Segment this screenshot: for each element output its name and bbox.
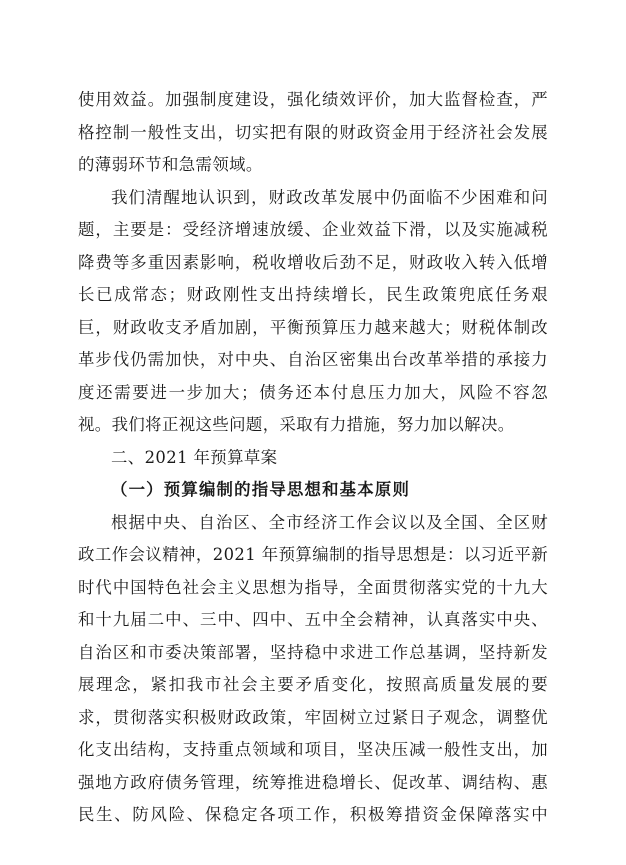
text-line: 革步伐仍需加快，对中央、自治区密集出台改革举措的承接力 [78, 350, 548, 369]
text-line: 和十九届二中、三中、四中、五中全会精神，认真落实中央、 [78, 610, 548, 629]
document-page [78, 84, 548, 832]
text-line: 强地方政府债务管理，统筹推进稳增长、促改革、调结构、惠 [78, 772, 548, 792]
paragraph-start: 根据中央、自治区、全市经济工作会议以及全国、全区财 [111, 512, 548, 532]
text-line: 巨，财政收支矛盾加剧，平衡预算压力越来越大；财税体制改 [78, 317, 548, 337]
text-line: 题，主要是：受经济增速放缓、企业效益下滑，以及实施减税 [78, 220, 548, 239]
text-line: 使用效益。加强制度建设，强化绩效评价，加大监督检查，严 [78, 90, 548, 109]
text-line: 格控制一般性支出，切实把有限的财政资金用于经济社会发展 [78, 122, 548, 142]
text-line: 政工作会议精神，2021 年预算编制的指导思想是：以习近平新 [78, 545, 548, 564]
subsection-heading: （一）预算编制的指导思想和基本原则 [111, 480, 411, 499]
text-line: 长已成常态；财政刚性支出持续增长，民生政策兜底任务艰 [78, 285, 548, 304]
text-line: 自治区和市委决策部署，坚持稳中求进工作总基调，坚持新发 [78, 642, 548, 662]
text-line: 的薄弱环节和急需领域。 [78, 155, 263, 174]
section-heading: 二、2021 年预算草案 [111, 447, 278, 467]
text-line: 化支出结构，支持重点领域和项目，坚决压减一般性支出，加 [78, 740, 548, 759]
text-line: 求，贯彻落实积极财政政策，牢固树立过紧日子观念，调整优 [78, 707, 548, 727]
text-line: 降费等多重因素影响，税收增收后劲不足，财政收入转入低增 [78, 252, 548, 272]
text-line: 展理念，紧扣我市社会主要矛盾变化，按照高质量发展的要 [78, 675, 548, 694]
text-line: 视。我们将正视这些问题，采取有力措施，努力加以解决。 [78, 415, 515, 434]
text-line: 度还需要进一步加大；债务还本付息压力加大，风险不容忽 [78, 382, 548, 402]
text-line: 民生、防风险、保稳定各项工作，积极筹措资金保障落实中 [78, 805, 548, 824]
text-line: 时代中国特色社会主义思想为指导，全面贯彻落实党的十九大 [78, 577, 548, 597]
paragraph-start: 我们清醒地认识到，财政改革发展中仍面临不少困难和问 [111, 187, 548, 207]
